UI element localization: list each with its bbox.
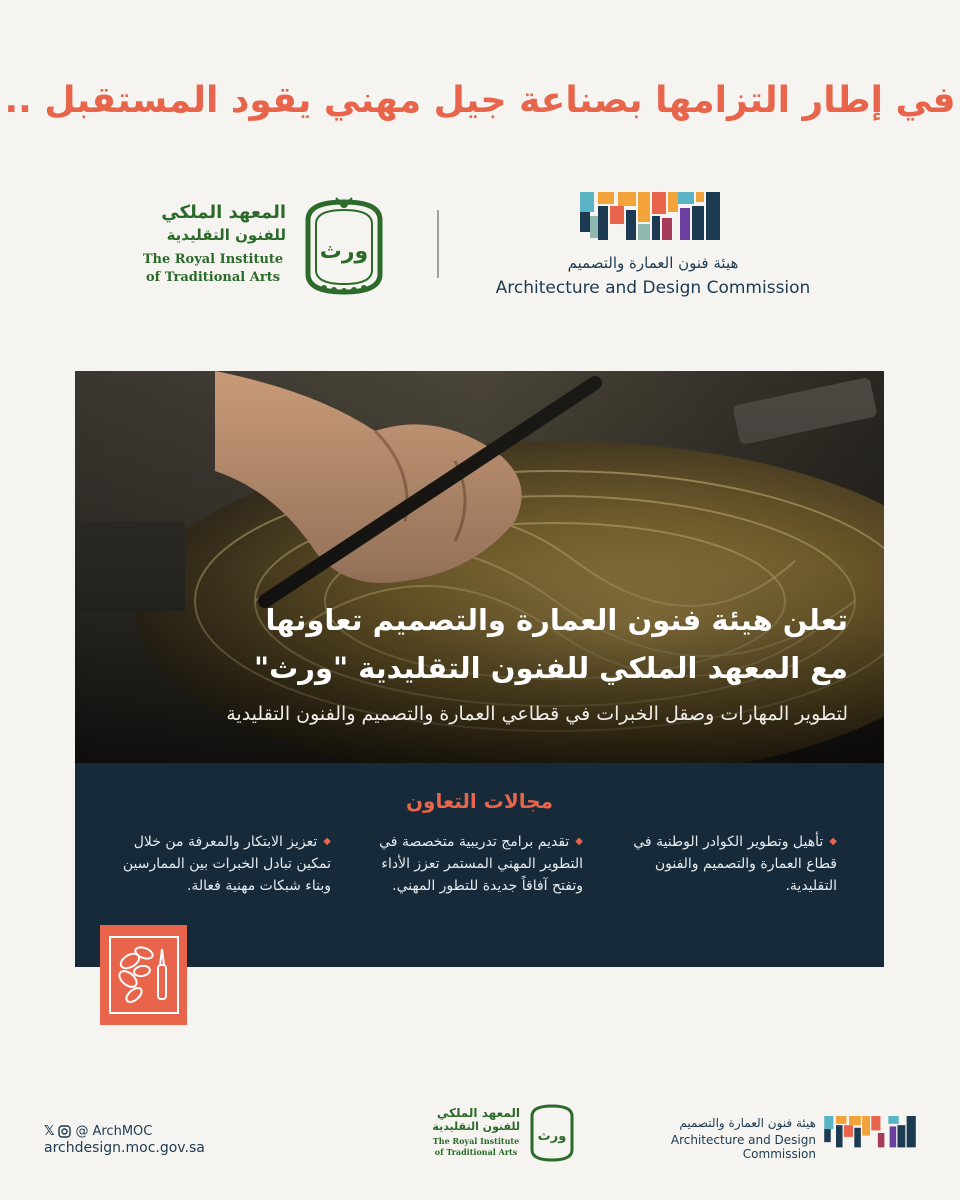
cooperation-panel	[75, 763, 884, 967]
footer-adc-logo	[604, 1114, 916, 1161]
footer-rita-ar-1: المعهد الملكي	[436, 1106, 520, 1120]
rita-name-ar-2: للفنون التقليدية	[166, 226, 286, 244]
x-icon[interactable]: 𝕏	[44, 1123, 55, 1139]
instagram-icon[interactable]	[58, 1125, 71, 1138]
footer-rita-en-1: The Royal Institute	[432, 1136, 520, 1146]
footer-rita-en-2: of Traditional Arts	[434, 1147, 518, 1157]
hero-title-line-2: مع المعهد الملكي للفنون التقليدية "ورث"	[254, 651, 848, 685]
bullet-icon: ◆	[575, 836, 583, 847]
threads-icon[interactable]: @	[75, 1123, 89, 1139]
footer-adc-ar: هيئة فنون العمارة والتصميم	[679, 1116, 816, 1130]
social-handle[interactable]: ArchMOC	[92, 1123, 153, 1139]
partner-logos	[0, 188, 960, 308]
footer-rita-emblem-icon	[526, 1102, 578, 1164]
craft-tools-icon	[100, 925, 187, 1025]
bullet-icon: ◆	[829, 836, 837, 847]
rita-name-en-2: of Traditional Arts	[145, 270, 281, 285]
cooperation-item: ◆تعزيز الابتكار والمعرفة من خلال تمكين تبادل الخبرات بين الممارسين وبناء شبكات مهنية فعالة.	[122, 834, 331, 894]
cooperation-item: ◆تأهيل وتطوير الكوادر الوطنية في قطاع العمارة والتصميم والفنون التقليدية.	[633, 834, 837, 894]
adc-mosaic-icon	[580, 192, 720, 244]
website-url[interactable]: archdesign.moc.gov.sa	[44, 1140, 205, 1156]
page-headline: في إطار التزامها بصناعة جيل مهني يقود المستقبل ..	[4, 80, 956, 121]
adc-name-ar: هيئة فنون العمارة والتصميم	[567, 254, 739, 272]
adc-logo	[488, 192, 818, 302]
footer-adc-en: Architecture and Design Commission	[670, 1133, 816, 1161]
logo-divider	[437, 210, 439, 278]
rita-logo	[140, 192, 390, 302]
rita-name-en-1: The Royal Institute	[142, 252, 284, 267]
cooperation-item: ◆تقديم برامج تدريبية متخصصة في التطوير المهني المستمر تعزز الأداء وتفتح آفاقاً جديدة للتطور المهني.	[379, 834, 583, 894]
footer-rita-emblem-word: ورث	[537, 1129, 567, 1144]
hero-banner	[75, 371, 884, 763]
cooperation-heading: مجالات التعاون	[405, 789, 554, 813]
hero-subtitle: لتطوير المهارات وصقل الخبرات في قطاعي العمارة والتصميم والفنون التقليدية	[226, 703, 848, 725]
hero-title-line-1: تعلن هيئة فنون العمارة والتصميم تعاونها	[265, 603, 848, 637]
adc-name-en: Architecture and Design Commission	[495, 278, 811, 298]
bullet-icon: ◆	[323, 836, 331, 847]
rita-name-ar-1: المعهد الملكي	[161, 202, 286, 223]
rita-emblem-icon	[298, 196, 390, 298]
footer-adc-mosaic-icon	[824, 1116, 916, 1150]
footer-rita-logo	[432, 1100, 582, 1166]
rita-emblem-word: ورث	[319, 239, 369, 264]
social-handles	[44, 1121, 152, 1141]
footer-rita-ar-2: للفنون التقليدية	[432, 1120, 520, 1133]
